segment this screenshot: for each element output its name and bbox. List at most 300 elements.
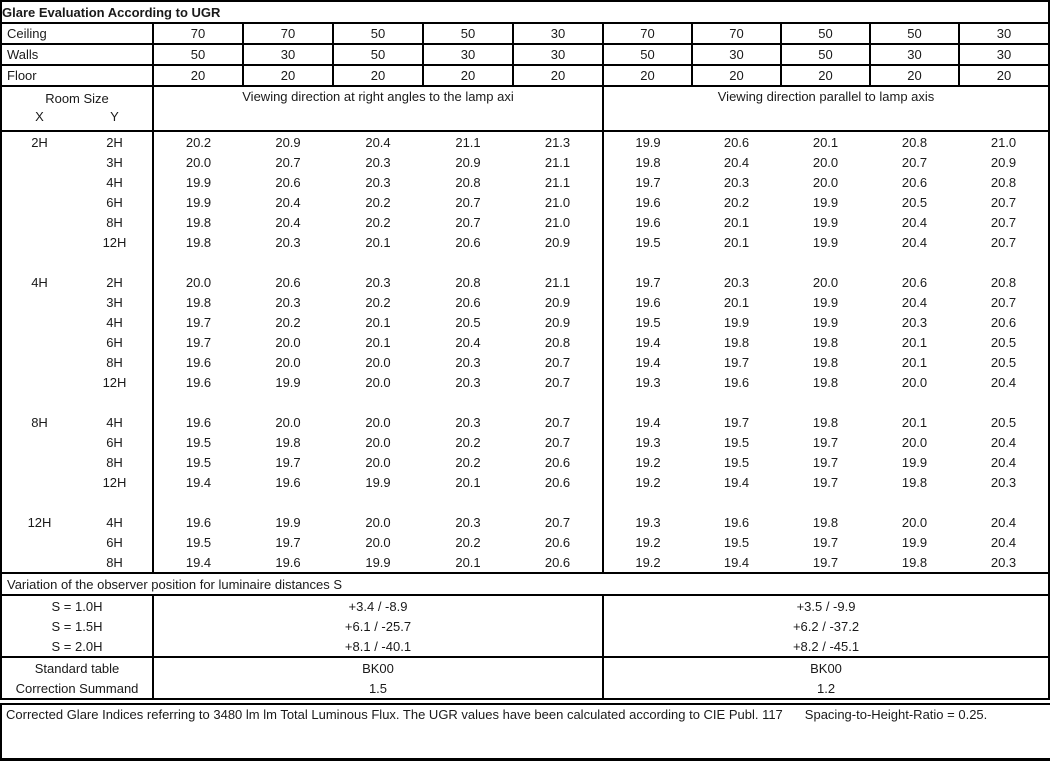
ugr-value: 20.7 — [513, 352, 603, 372]
ugr-value: 19.9 — [812, 214, 839, 230]
ugr-value: 20.0 — [901, 374, 928, 390]
ugr-value: 19.7 — [723, 414, 750, 430]
ugr-data-row — [1, 212, 1049, 232]
ugr-value: 20.0 — [812, 274, 839, 290]
room-size-cell — [1, 452, 153, 472]
room-size-cell — [1, 412, 153, 432]
room-y-value: 4H — [106, 174, 123, 190]
ugr-value: 19.9 — [812, 234, 839, 250]
ugr-data-row — [1, 552, 1049, 573]
room-x-value — [2, 355, 77, 370]
room-size-cell — [1, 512, 153, 532]
ugr-value: 21.1 — [513, 172, 603, 192]
ugr-value: 19.6 — [635, 194, 661, 210]
room-x-value — [2, 535, 77, 550]
ugr-value: 20.7 — [513, 372, 603, 392]
ugr-value: 20.4 — [990, 434, 1017, 450]
ugr-value: 20.7 — [275, 154, 301, 170]
ugr-value: 20.7 — [455, 194, 481, 210]
ugr-value: 20.4 — [990, 514, 1017, 530]
room-size-cell — [1, 172, 153, 192]
ugr-value: 20.0 — [185, 274, 212, 290]
ugr-value: 21.1 — [455, 134, 481, 150]
spacer-cell — [153, 392, 603, 412]
ugr-value: 19.8 — [812, 354, 839, 370]
ugr-value: 20.6 — [275, 274, 301, 290]
ugr-value: 20.9 — [513, 292, 603, 312]
ugr-value: 19.7 — [812, 454, 839, 470]
ugr-value: 20.3 — [723, 274, 750, 290]
ugr-value: 20.3 — [455, 374, 481, 390]
ugr-value: 20.5 — [990, 354, 1017, 370]
room-size-cell — [1, 372, 153, 392]
ugr-value: 20.8 — [990, 174, 1017, 190]
room-y-value: 8H — [106, 554, 123, 570]
room-x-value: 4H — [31, 274, 48, 290]
ugr-value: 19.5 — [635, 314, 661, 330]
surface-value: 50 — [781, 44, 870, 65]
spacer-row — [1, 392, 1049, 412]
ugr-value: 20.3 — [901, 314, 928, 330]
room-y-value: 3H — [106, 294, 123, 310]
ugr-value: 20.5 — [901, 194, 928, 210]
ugr-value: 20.9 — [275, 134, 301, 150]
ugr-value: 19.9 — [365, 554, 391, 570]
ugr-value: 19.3 — [635, 434, 661, 450]
surface-value: 70 — [153, 23, 243, 44]
ugr-value: 20.6 — [513, 532, 603, 552]
variation-row — [1, 616, 1049, 636]
room-size-cell — [1, 552, 153, 573]
ugr-value: 19.4 — [635, 414, 661, 430]
ugr-value: 19.6 — [723, 514, 750, 530]
ugr-value: 20.3 — [990, 554, 1017, 570]
ugr-value: 19.7 — [185, 334, 212, 350]
ugr-value: 20.3 — [365, 154, 391, 170]
room-y-value: 6H — [106, 194, 123, 210]
ugr-value: 20.9 — [990, 154, 1017, 170]
summary-row — [1, 657, 1049, 678]
spacer-cell — [603, 252, 1049, 272]
ugr-value: 20.0 — [275, 354, 301, 370]
ugr-value: 20.6 — [513, 452, 603, 472]
ugr-value: 20.6 — [723, 134, 750, 150]
ugr-value: 19.9 — [365, 474, 391, 490]
surface-value: 50 — [153, 44, 243, 65]
surface-value: 30 — [692, 44, 781, 65]
ugr-value: 20.1 — [901, 414, 928, 430]
ugr-value: 19.4 — [635, 334, 661, 350]
ugr-value: 20.6 — [513, 552, 603, 573]
ugr-value: 20.4 — [901, 214, 928, 230]
ugr-value: 20.1 — [365, 314, 391, 330]
spacer-cell — [1, 252, 153, 272]
x-axis-label: X — [35, 109, 44, 124]
ugr-value: 19.9 — [275, 514, 301, 530]
ugr-value: 19.8 — [901, 554, 928, 570]
ugr-value: 20.3 — [275, 234, 301, 250]
surface-value: 70 — [603, 23, 692, 44]
ugr-value: 19.8 — [185, 234, 212, 250]
ugr-value: 19.8 — [812, 514, 839, 530]
ugr-value: 20.4 — [990, 534, 1017, 550]
room-size-cell — [1, 232, 153, 252]
surface-value: 30 — [959, 23, 1049, 44]
ugr-value: 19.5 — [635, 234, 661, 250]
ugr-value: 19.7 — [812, 534, 839, 550]
spacer-cell — [153, 252, 603, 272]
ugr-value: 20.2 — [365, 294, 391, 310]
ugr-value: 19.4 — [185, 554, 212, 570]
ugr-value: 19.7 — [275, 534, 301, 550]
ugr-value: 20.2 — [275, 314, 301, 330]
variation-label: S = 1.0H — [1, 595, 153, 616]
room-y-value: 2H — [106, 274, 123, 290]
room-x-value — [2, 455, 77, 470]
room-x-value — [2, 335, 77, 350]
surface-value: 30 — [513, 44, 603, 65]
ugr-value: 19.5 — [723, 434, 750, 450]
room-y-value: 12H — [102, 474, 127, 490]
ugr-value: 19.6 — [185, 514, 212, 530]
room-size-cell — [1, 352, 153, 372]
spacer-row — [1, 492, 1049, 512]
ugr-value: 19.9 — [275, 374, 301, 390]
ugr-value: 19.8 — [901, 474, 928, 490]
ugr-value: 20.2 — [723, 194, 750, 210]
footer-note: Corrected Glare Indices referring to 3480 lm lm Total Luminous Flux. The UGR values have been calculated according to CIE Publ. 117 — [6, 707, 783, 722]
ugr-value: 20.0 — [901, 514, 928, 530]
ugr-value: 20.7 — [455, 214, 481, 230]
room-size-cell — [1, 292, 153, 312]
ugr-value: 20.3 — [365, 274, 391, 290]
ugr-value: 19.7 — [812, 434, 839, 450]
ugr-value: 19.9 — [812, 314, 839, 330]
surface-value: 20 — [153, 65, 243, 86]
summary-left-value: 1.5 — [153, 678, 603, 699]
ugr-value: 20.0 — [812, 154, 839, 170]
ugr-value: 19.2 — [635, 474, 661, 490]
ugr-value: 20.0 — [365, 414, 391, 430]
spacing-height-ratio: Spacing-to-Height-Ratio = 0.25. — [804, 707, 988, 722]
ugr-value: 20.6 — [990, 314, 1017, 330]
ugr-value: 20.0 — [275, 334, 301, 350]
ugr-data-row — [1, 452, 1049, 472]
ugr-value: 20.5 — [455, 314, 481, 330]
ugr-value: 20.1 — [455, 554, 481, 570]
room-x-value — [2, 555, 77, 570]
summary-label: Standard table — [1, 657, 153, 678]
variation-left-value: +3.4 / -8.9 — [153, 595, 603, 616]
ugr-value: 20.2 — [455, 454, 481, 470]
summary-row — [1, 678, 1049, 699]
summary-right-value: 1.2 — [816, 680, 836, 696]
surface-value: 70 — [692, 23, 781, 44]
ugr-data-row — [1, 292, 1049, 312]
surface-row — [1, 65, 1049, 86]
surface-value: 50 — [870, 23, 959, 44]
ugr-value: 19.3 — [635, 514, 661, 530]
surface-value: 20 — [333, 65, 423, 86]
ugr-value: 20.9 — [513, 232, 603, 252]
ugr-value: 20.7 — [990, 214, 1017, 230]
variation-right-value: +8.2 / -45.1 — [603, 636, 1049, 657]
ugr-value: 20.1 — [723, 214, 750, 230]
ugr-value: 20.4 — [901, 294, 928, 310]
ugr-value: 20.9 — [513, 312, 603, 332]
ugr-value: 19.6 — [635, 214, 661, 230]
room-size-cell — [1, 432, 153, 452]
surface-value: 50 — [603, 44, 692, 65]
surface-value: 30 — [243, 44, 333, 65]
ugr-value: 19.8 — [812, 414, 839, 430]
surface-value: 20 — [870, 65, 959, 86]
room-y-value: 8H — [106, 214, 123, 230]
ugr-data-row — [1, 172, 1049, 192]
summary-right-value: BK00 — [810, 660, 842, 676]
ugr-value: 20.7 — [990, 294, 1017, 310]
room-size-cell — [1, 152, 153, 172]
page-title: Glare Evaluation According to UGR — [1, 1, 1049, 23]
viewing-direction-parallel-header: Viewing direction parallel to lamp axis — [603, 86, 1049, 131]
ugr-value: 20.0 — [365, 354, 391, 370]
surface-value: 50 — [423, 23, 513, 44]
ugr-value: 19.8 — [812, 334, 839, 350]
summary-label: Correction Summand — [1, 678, 153, 699]
y-axis-label: Y — [110, 109, 119, 124]
ugr-value: 19.8 — [635, 154, 661, 170]
ugr-value: 19.9 — [901, 454, 928, 470]
ugr-value: 20.1 — [365, 334, 391, 350]
ugr-value: 20.7 — [990, 194, 1017, 210]
ugr-data-row — [1, 232, 1049, 252]
ugr-value: 20.4 — [455, 334, 481, 350]
room-x-value — [2, 315, 77, 330]
ugr-value: 19.2 — [635, 554, 661, 570]
ugr-value: 21.1 — [513, 272, 603, 292]
ugr-value: 19.8 — [275, 434, 301, 450]
ugr-value: 21.1 — [513, 152, 603, 172]
ugr-value: 20.2 — [365, 194, 391, 210]
ugr-value: 19.9 — [185, 194, 212, 210]
room-y-value: 4H — [106, 514, 123, 530]
variation-label: S = 2.0H — [1, 636, 153, 657]
ugr-value: 20.3 — [275, 294, 301, 310]
footer-note-box — [0, 703, 1050, 761]
ugr-value: 19.4 — [723, 554, 750, 570]
room-x-value — [2, 475, 77, 490]
surface-value: 50 — [333, 23, 423, 44]
room-size-label: Room Size — [45, 91, 109, 106]
ugr-data-row — [1, 412, 1049, 432]
ugr-value: 19.5 — [185, 534, 212, 550]
ugr-value: 20.6 — [455, 294, 481, 310]
room-y-value: 6H — [106, 434, 123, 450]
room-x-value — [2, 235, 77, 250]
surface-value: 30 — [513, 23, 603, 44]
spacer-cell — [153, 492, 603, 512]
ugr-value: 20.6 — [901, 174, 928, 190]
surface-value: 70 — [243, 23, 333, 44]
column-header-row — [1, 86, 1049, 131]
ugr-value: 20.8 — [990, 274, 1017, 290]
ugr-value: 20.4 — [275, 214, 301, 230]
room-size-cell — [1, 272, 153, 292]
room-x-value — [2, 435, 77, 450]
ugr-value: 19.8 — [185, 294, 212, 310]
room-y-value: 4H — [106, 314, 123, 330]
ugr-value: 20.4 — [990, 454, 1017, 470]
ugr-value: 20.5 — [990, 414, 1017, 430]
room-y-value: 12H — [102, 234, 127, 250]
ugr-value: 20.6 — [901, 274, 928, 290]
ugr-value: 20.8 — [513, 332, 603, 352]
variation-row — [1, 595, 1049, 616]
ugr-value: 19.6 — [185, 374, 212, 390]
room-y-value: 6H — [106, 534, 123, 550]
ugr-data-row — [1, 352, 1049, 372]
ugr-value: 19.8 — [185, 214, 212, 230]
variation-label: S = 1.5H — [1, 616, 153, 636]
ugr-value: 20.2 — [455, 434, 481, 450]
ugr-value: 19.2 — [635, 534, 661, 550]
ugr-value: 20.0 — [365, 374, 391, 390]
ugr-value: 19.7 — [635, 274, 661, 290]
ugr-value: 19.6 — [275, 474, 301, 490]
ugr-value: 19.9 — [812, 194, 839, 210]
ugr-value: 19.8 — [723, 334, 750, 350]
ugr-value: 19.7 — [275, 454, 301, 470]
room-y-value: 6H — [106, 334, 123, 350]
room-size-cell — [1, 472, 153, 492]
ugr-value: 21.3 — [513, 131, 603, 152]
ugr-value: 20.0 — [365, 454, 391, 470]
surface-label: Ceiling — [1, 23, 153, 44]
ugr-data-row — [1, 272, 1049, 292]
ugr-value: 20.0 — [365, 514, 391, 530]
ugr-value: 19.7 — [812, 474, 839, 490]
surface-row — [1, 23, 1049, 44]
ugr-data-row — [1, 131, 1049, 152]
ugr-value: 19.9 — [901, 534, 928, 550]
spacer-cell — [1, 392, 153, 412]
ugr-data-row — [1, 372, 1049, 392]
room-y-value: 4H — [106, 414, 123, 430]
ugr-data-row — [1, 312, 1049, 332]
ugr-value: 20.0 — [812, 174, 839, 190]
ugr-value: 20.3 — [455, 354, 481, 370]
ugr-value: 20.7 — [513, 512, 603, 532]
spacer-cell — [1, 492, 153, 512]
ugr-data-row — [1, 432, 1049, 452]
ugr-data-row — [1, 512, 1049, 532]
ugr-value: 21.0 — [513, 212, 603, 232]
ugr-value: 19.5 — [723, 534, 750, 550]
room-size-cell — [1, 131, 153, 152]
room-x-value — [2, 215, 77, 230]
spacer-cell — [603, 492, 1049, 512]
ugr-data-row — [1, 332, 1049, 352]
room-x-value — [2, 175, 77, 190]
ugr-value: 20.0 — [365, 534, 391, 550]
ugr-value: 19.8 — [812, 374, 839, 390]
ugr-value: 20.1 — [365, 234, 391, 250]
room-x-value: 2H — [31, 134, 48, 150]
ugr-value: 20.4 — [275, 194, 301, 210]
ugr-value: 20.7 — [513, 432, 603, 452]
ugr-value: 20.5 — [990, 334, 1017, 350]
ugr-value: 20.4 — [990, 374, 1017, 390]
ugr-value: 19.5 — [723, 454, 750, 470]
viewing-direction-right-angles-header: Viewing direction at right angles to the lamp axi — [153, 86, 603, 131]
room-y-value: 8H — [106, 354, 123, 370]
ugr-value: 19.6 — [635, 294, 661, 310]
surface-value: 20 — [959, 65, 1049, 86]
ugr-value: 19.4 — [723, 474, 750, 490]
summary-left-value: BK00 — [153, 657, 603, 678]
ugr-value: 19.6 — [275, 554, 301, 570]
variation-right-value: +6.2 / -37.2 — [792, 618, 860, 634]
room-x-value — [2, 375, 77, 390]
ugr-table-body — [1, 1, 1049, 699]
ugr-value: 21.0 — [513, 192, 603, 212]
surface-value: 20 — [423, 65, 513, 86]
ugr-value: 19.2 — [635, 454, 661, 470]
ugr-value: 20.1 — [723, 294, 750, 310]
surface-value: 30 — [423, 44, 513, 65]
ugr-data-row — [1, 152, 1049, 172]
ugr-value: 19.7 — [635, 174, 661, 190]
surface-value: 30 — [959, 44, 1049, 65]
ugr-value: 19.4 — [635, 354, 661, 370]
ugr-value: 20.7 — [513, 412, 603, 432]
room-size-cell — [1, 212, 153, 232]
ugr-value: 20.3 — [723, 174, 750, 190]
ugr-value: 19.7 — [185, 314, 212, 330]
surface-label: Walls — [1, 44, 153, 65]
ugr-data-row — [1, 532, 1049, 552]
ugr-value: 20.1 — [812, 134, 839, 150]
ugr-value: 20.2 — [365, 214, 391, 230]
surface-label: Floor — [1, 65, 153, 86]
ugr-value: 20.8 — [455, 274, 481, 290]
surface-value: 50 — [333, 44, 423, 65]
ugr-data-row — [1, 192, 1049, 212]
ugr-value: 20.4 — [365, 134, 391, 150]
ugr-value: 20.1 — [901, 354, 928, 370]
room-x-value — [2, 195, 77, 210]
ugr-value: 20.0 — [365, 434, 391, 450]
spacer-cell — [603, 392, 1049, 412]
room-y-value: 3H — [106, 154, 123, 170]
ugr-value: 19.4 — [185, 474, 212, 490]
surface-value: 50 — [781, 23, 870, 44]
ugr-value: 20.3 — [990, 474, 1017, 490]
ugr-value: 20.9 — [455, 154, 481, 170]
surface-value: 20 — [513, 65, 603, 86]
variation-left-value: +6.1 / -25.7 — [153, 616, 603, 636]
ugr-value: 19.3 — [635, 374, 661, 390]
ugr-value: 20.8 — [901, 134, 928, 150]
ugr-value: 20.3 — [455, 414, 481, 430]
ugr-value: 20.1 — [723, 234, 750, 250]
variation-row — [1, 636, 1049, 657]
room-size-cell — [1, 312, 153, 332]
ugr-value: 20.6 — [513, 472, 603, 492]
ugr-value: 20.6 — [455, 234, 481, 250]
ugr-value: 19.6 — [723, 374, 750, 390]
ugr-value: 20.0 — [275, 414, 301, 430]
